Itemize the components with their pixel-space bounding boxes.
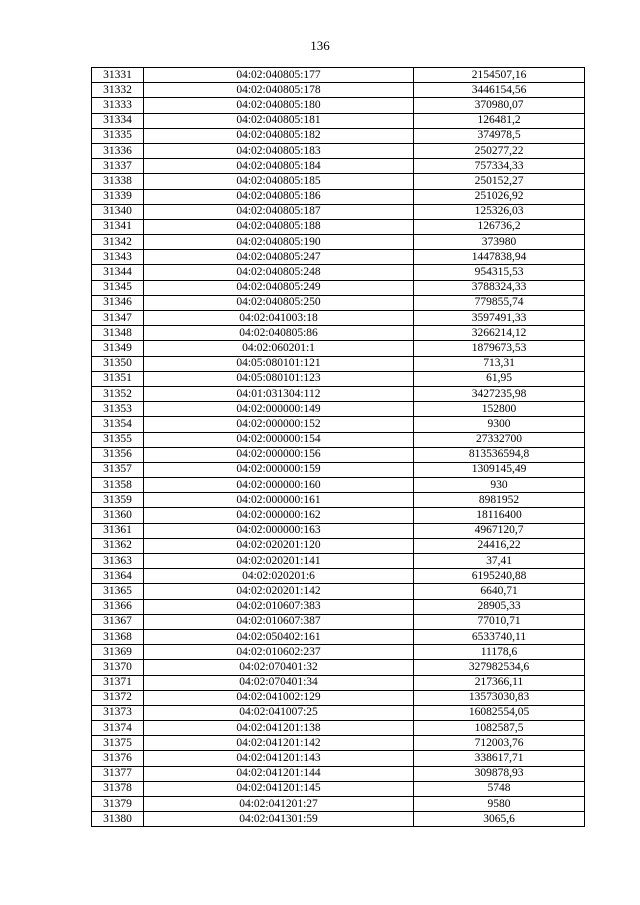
cadastral-number-cell: 04:02:041007:25 — [144, 705, 414, 720]
cadastral-number-cell: 04:02:040805:185 — [144, 174, 414, 189]
table-row — [92, 569, 585, 584]
registry-table — [91, 67, 585, 827]
table-row — [92, 68, 585, 83]
row-number-cell: 31377 — [92, 766, 144, 781]
table-row — [92, 599, 585, 614]
row-number-cell: 31368 — [92, 629, 144, 644]
row-number-cell: 31373 — [92, 705, 144, 720]
table-row — [92, 812, 585, 827]
value-cell: 3597491,33 — [414, 311, 585, 326]
value-cell: 126736,2 — [414, 219, 585, 234]
value-cell: 251026,92 — [414, 189, 585, 204]
value-cell: 370980,07 — [414, 98, 585, 113]
table-row — [92, 417, 585, 432]
table-row — [92, 493, 585, 508]
row-number-cell: 31337 — [92, 159, 144, 174]
row-number-cell: 31333 — [92, 98, 144, 113]
value-cell: 6640,71 — [414, 584, 585, 599]
value-cell: 1879673,53 — [414, 341, 585, 356]
table-row — [92, 280, 585, 295]
row-number-cell: 31364 — [92, 569, 144, 584]
cadastral-number-cell: 04:02:020201:6 — [144, 569, 414, 584]
table-row — [92, 219, 585, 234]
value-cell: 24416,22 — [414, 538, 585, 553]
value-cell: 327982534,6 — [414, 660, 585, 675]
cadastral-number-cell: 04:02:000000:159 — [144, 462, 414, 477]
table-row — [92, 614, 585, 629]
row-number-cell: 31354 — [92, 417, 144, 432]
table-row — [92, 295, 585, 310]
value-cell: 1447838,94 — [414, 250, 585, 265]
value-cell: 3266214,12 — [414, 326, 585, 341]
value-cell: 3788324,33 — [414, 280, 585, 295]
table-row — [92, 584, 585, 599]
table-row — [92, 797, 585, 812]
cadastral-number-cell: 04:02:040805:250 — [144, 295, 414, 310]
row-number-cell: 31346 — [92, 295, 144, 310]
cadastral-number-cell: 04:02:041201:142 — [144, 736, 414, 751]
value-cell: 757334,33 — [414, 159, 585, 174]
row-number-cell: 31357 — [92, 462, 144, 477]
value-cell: 712003,76 — [414, 736, 585, 751]
cadastral-number-cell: 04:02:040805:187 — [144, 204, 414, 219]
row-number-cell: 31338 — [92, 174, 144, 189]
table-row — [92, 538, 585, 553]
row-number-cell: 31331 — [92, 68, 144, 83]
value-cell: 250277,22 — [414, 143, 585, 158]
cadastral-number-cell: 04:02:000000:149 — [144, 402, 414, 417]
table-row — [92, 402, 585, 417]
cadastral-number-cell: 04:02:010602:237 — [144, 645, 414, 660]
row-number-cell: 31369 — [92, 645, 144, 660]
value-cell: 125326,03 — [414, 204, 585, 219]
row-number-cell: 31335 — [92, 128, 144, 143]
row-number-cell: 31342 — [92, 235, 144, 250]
cadastral-number-cell: 04:02:000000:160 — [144, 478, 414, 493]
table-row — [92, 235, 585, 250]
value-cell: 13573030,83 — [414, 690, 585, 705]
table-row — [92, 204, 585, 219]
table-row — [92, 645, 585, 660]
cadastral-number-cell: 04:02:041201:138 — [144, 721, 414, 736]
cadastral-number-cell: 04:02:020201:142 — [144, 584, 414, 599]
table-row — [92, 736, 585, 751]
value-cell: 11178,6 — [414, 645, 585, 660]
value-cell: 18116400 — [414, 508, 585, 523]
value-cell: 374978,5 — [414, 128, 585, 143]
table-row — [92, 690, 585, 705]
cadastral-number-cell: 04:02:040805:178 — [144, 83, 414, 98]
row-number-cell: 31379 — [92, 797, 144, 812]
cadastral-number-cell: 04:02:040805:190 — [144, 235, 414, 250]
cadastral-number-cell: 04:02:041201:145 — [144, 781, 414, 796]
cadastral-number-cell: 04:02:041003:18 — [144, 311, 414, 326]
table-row — [92, 143, 585, 158]
row-number-cell: 31353 — [92, 402, 144, 417]
registry-table-body — [92, 68, 585, 827]
table-row — [92, 523, 585, 538]
cadastral-number-cell: 04:02:041002:129 — [144, 690, 414, 705]
cadastral-number-cell: 04:02:040805:247 — [144, 250, 414, 265]
cadastral-number-cell: 04:02:070401:34 — [144, 675, 414, 690]
row-number-cell: 31332 — [92, 83, 144, 98]
table-row — [92, 128, 585, 143]
cadastral-number-cell: 04:02:040805:182 — [144, 128, 414, 143]
value-cell: 309878,93 — [414, 766, 585, 781]
cadastral-number-cell: 04:02:070401:32 — [144, 660, 414, 675]
value-cell: 6533740,11 — [414, 629, 585, 644]
row-number-cell: 31374 — [92, 721, 144, 736]
row-number-cell: 31355 — [92, 432, 144, 447]
row-number-cell: 31356 — [92, 447, 144, 462]
row-number-cell: 31336 — [92, 143, 144, 158]
table-row — [92, 554, 585, 569]
table-row — [92, 250, 585, 265]
value-cell: 28905,33 — [414, 599, 585, 614]
row-number-cell: 31359 — [92, 493, 144, 508]
cadastral-number-cell: 04:02:040805:184 — [144, 159, 414, 174]
table-row — [92, 675, 585, 690]
table-row — [92, 660, 585, 675]
row-number-cell: 31345 — [92, 280, 144, 295]
value-cell: 3446154,56 — [414, 83, 585, 98]
row-number-cell: 31365 — [92, 584, 144, 599]
row-number-cell: 31350 — [92, 356, 144, 371]
cadastral-number-cell: 04:02:010607:387 — [144, 614, 414, 629]
table-row — [92, 705, 585, 720]
row-number-cell: 31361 — [92, 523, 144, 538]
table-row — [92, 83, 585, 98]
cadastral-number-cell: 04:02:020201:120 — [144, 538, 414, 553]
cadastral-number-cell: 04:02:000000:161 — [144, 493, 414, 508]
value-cell: 217366,11 — [414, 675, 585, 690]
value-cell: 930 — [414, 478, 585, 493]
table-row — [92, 159, 585, 174]
table-row — [92, 311, 585, 326]
table-row — [92, 508, 585, 523]
table-row — [92, 478, 585, 493]
value-cell: 77010,71 — [414, 614, 585, 629]
cadastral-number-cell: 04:02:000000:163 — [144, 523, 414, 538]
cadastral-number-cell: 04:02:041201:27 — [144, 797, 414, 812]
table-row — [92, 371, 585, 386]
cadastral-number-cell: 04:02:041201:144 — [144, 766, 414, 781]
cadastral-number-cell: 04:02:020201:141 — [144, 554, 414, 569]
cadastral-number-cell: 04:02:040805:248 — [144, 265, 414, 280]
row-number-cell: 31378 — [92, 781, 144, 796]
value-cell: 338617,71 — [414, 751, 585, 766]
row-number-cell: 31334 — [92, 113, 144, 128]
table-row — [92, 174, 585, 189]
cadastral-number-cell: 04:02:000000:156 — [144, 447, 414, 462]
row-number-cell: 31347 — [92, 311, 144, 326]
row-number-cell: 31358 — [92, 478, 144, 493]
table-row — [92, 432, 585, 447]
table-row — [92, 98, 585, 113]
table-row — [92, 326, 585, 341]
value-cell: 713,31 — [414, 356, 585, 371]
row-number-cell: 31344 — [92, 265, 144, 280]
value-cell: 954315,53 — [414, 265, 585, 280]
value-cell: 9580 — [414, 797, 585, 812]
value-cell: 61,95 — [414, 371, 585, 386]
value-cell: 779855,74 — [414, 295, 585, 310]
row-number-cell: 31363 — [92, 554, 144, 569]
value-cell: 250152,27 — [414, 174, 585, 189]
cadastral-number-cell: 04:02:050402:161 — [144, 629, 414, 644]
row-number-cell: 31349 — [92, 341, 144, 356]
value-cell: 16082554,05 — [414, 705, 585, 720]
cadastral-number-cell: 04:02:040805:180 — [144, 98, 414, 113]
value-cell: 5748 — [414, 781, 585, 796]
table-row — [92, 629, 585, 644]
row-number-cell: 31371 — [92, 675, 144, 690]
value-cell: 6195240,88 — [414, 569, 585, 584]
value-cell: 373980 — [414, 235, 585, 250]
cadastral-number-cell: 04:02:040805:177 — [144, 68, 414, 83]
table-row — [92, 781, 585, 796]
value-cell: 152800 — [414, 402, 585, 417]
cadastral-number-cell: 04:05:080101:121 — [144, 356, 414, 371]
value-cell: 1309145,49 — [414, 462, 585, 477]
value-cell: 813536594,8 — [414, 447, 585, 462]
cadastral-number-cell: 04:02:040805:188 — [144, 219, 414, 234]
row-number-cell: 31372 — [92, 690, 144, 705]
row-number-cell: 31376 — [92, 751, 144, 766]
table-row — [92, 447, 585, 462]
value-cell: 37,41 — [414, 554, 585, 569]
row-number-cell: 31366 — [92, 599, 144, 614]
value-cell: 1082587,5 — [414, 721, 585, 736]
cadastral-number-cell: 04:02:040805:181 — [144, 113, 414, 128]
table-row — [92, 189, 585, 204]
table-row — [92, 113, 585, 128]
row-number-cell: 31339 — [92, 189, 144, 204]
value-cell: 8981952 — [414, 493, 585, 508]
row-number-cell: 31351 — [92, 371, 144, 386]
cadastral-number-cell: 04:02:040805:249 — [144, 280, 414, 295]
row-number-cell: 31340 — [92, 204, 144, 219]
cadastral-number-cell: 04:02:040805:183 — [144, 143, 414, 158]
table-row — [92, 265, 585, 280]
value-cell: 9300 — [414, 417, 585, 432]
table-row — [92, 356, 585, 371]
table-row — [92, 462, 585, 477]
cadastral-number-cell: 04:02:041201:143 — [144, 751, 414, 766]
table-row — [92, 386, 585, 401]
row-number-cell: 31343 — [92, 250, 144, 265]
value-cell: 126481,2 — [414, 113, 585, 128]
table-row — [92, 766, 585, 781]
value-cell: 3065,6 — [414, 812, 585, 827]
cadastral-number-cell: 04:01:031304:112 — [144, 386, 414, 401]
table-row — [92, 341, 585, 356]
cadastral-number-cell: 04:02:041301:59 — [144, 812, 414, 827]
table-row — [92, 721, 585, 736]
row-number-cell: 31367 — [92, 614, 144, 629]
table-row — [92, 751, 585, 766]
row-number-cell: 31341 — [92, 219, 144, 234]
row-number-cell: 31380 — [92, 812, 144, 827]
cadastral-number-cell: 04:02:040805:86 — [144, 326, 414, 341]
cadastral-number-cell: 04:05:080101:123 — [144, 371, 414, 386]
page-number: 136 — [310, 38, 330, 53]
value-cell: 4967120,7 — [414, 523, 585, 538]
cadastral-number-cell: 04:02:000000:152 — [144, 417, 414, 432]
cadastral-number-cell: 04:02:000000:154 — [144, 432, 414, 447]
cadastral-number-cell: 04:02:000000:162 — [144, 508, 414, 523]
value-cell: 2154507,16 — [414, 68, 585, 83]
row-number-cell: 31362 — [92, 538, 144, 553]
row-number-cell: 31352 — [92, 386, 144, 401]
value-cell: 27332700 — [414, 432, 585, 447]
cadastral-number-cell: 04:02:040805:186 — [144, 189, 414, 204]
row-number-cell: 31360 — [92, 508, 144, 523]
row-number-cell: 31348 — [92, 326, 144, 341]
cadastral-number-cell: 04:02:060201:1 — [144, 341, 414, 356]
cadastral-number-cell: 04:02:010607:383 — [144, 599, 414, 614]
row-number-cell: 31375 — [92, 736, 144, 751]
row-number-cell: 31370 — [92, 660, 144, 675]
value-cell: 3427235,98 — [414, 386, 585, 401]
